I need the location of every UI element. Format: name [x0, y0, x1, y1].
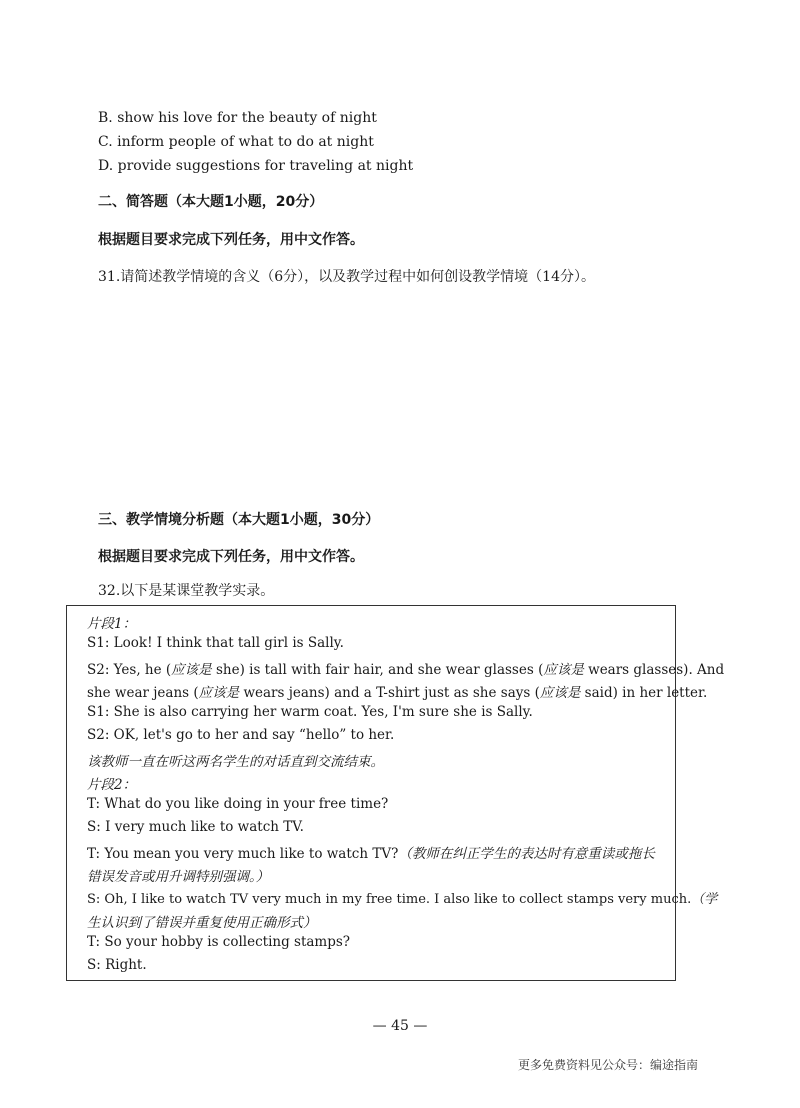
teacher-note: 错误发音或用升调特别强调。） [87, 869, 270, 885]
section3-heading: 三、教学情境分析题（本大题1小题，30分） [98, 512, 380, 528]
correction-note: 应该是 [171, 662, 212, 678]
option-text: provide suggestions for traveling at night [117, 158, 414, 174]
page-number: — 45 — [372, 1018, 428, 1034]
question-31: 31.请简述教学情境的含义（6分），以及教学过程中如何创设教学情境（14分）。 [98, 269, 595, 285]
dialogue-line: S1: She is also carrying her warm coat. Yes, I'm sure she is Sally. [87, 704, 533, 720]
segment1-title: 片段1： [87, 616, 137, 632]
option-d [98, 158, 413, 174]
dialogue-line [87, 888, 717, 907]
dialogue-line: T: So your hobby is collecting stamps? [87, 934, 351, 950]
section2-heading: 二、简答题（本大题1小题，20分） [98, 194, 324, 210]
teacher-note: 该教师一直在听这两名学生的对话直到交流结束。 [87, 754, 384, 770]
question-32: 32.以下是某课堂教学实录。 [98, 583, 275, 599]
option-b [98, 110, 377, 126]
teacher-note: 生认识到了错误并重复使用正确形式） [87, 915, 317, 931]
dialogue-line [87, 681, 707, 701]
option-text: inform people of what to do at night [117, 134, 374, 150]
dialogue-line [87, 658, 724, 678]
dialogue-line: T: What do you like doing in your free time? [87, 796, 389, 812]
text-fragment: S: Oh, I like to watch TV very much in my free time. I also like to collect stamps very much. [87, 892, 692, 907]
dialogue-line: S: I very much like to watch TV. [87, 819, 304, 835]
text-fragment: she wear jeans ( [87, 685, 199, 701]
correction-note: 应该是 [198, 685, 240, 701]
dialogue-line: S1: Look! I think that tall girl is Sally. [87, 635, 344, 651]
correction-note: 应该是 [539, 685, 581, 701]
option-text: show his love for the beauty of night [117, 110, 377, 126]
dialogue-line: S: Right. [87, 957, 147, 973]
section2-instruction: 根据题目要求完成下列任务，用中文作答。 [98, 232, 364, 248]
dialogue-line: S2: OK, let's go to her and say “hello” to her. [87, 727, 395, 743]
teacher-note: （教师在纠正学生的表达时有意重读或拖长 [398, 846, 655, 862]
text-fragment: wears glasses). And [583, 662, 725, 678]
option-letter: B. [98, 110, 113, 126]
section3-instruction: 根据题目要求完成下列任务，用中文作答。 [98, 549, 364, 565]
option-c [98, 134, 374, 150]
text-fragment: T: You mean you very much like to watch TV? [87, 846, 399, 862]
option-letter: C. [98, 134, 113, 150]
teacher-note: （学 [691, 892, 718, 907]
dialogue-line [87, 842, 655, 862]
text-fragment: wears jeans) and a T-shirt just as she says ( [239, 685, 540, 701]
text-fragment: S2: Yes, he ( [87, 662, 172, 678]
text-fragment: said) in her letter. [580, 685, 708, 701]
text-fragment: she) is tall with fair hair, and she wear glasses ( [211, 662, 544, 678]
footer-note: 更多免费资料见公众号：编途指南 [517, 1058, 698, 1072]
segment2-title: 片段2： [87, 777, 137, 793]
option-letter: D. [98, 158, 114, 174]
transcript-box [66, 605, 725, 981]
correction-note: 应该是 [543, 662, 584, 678]
